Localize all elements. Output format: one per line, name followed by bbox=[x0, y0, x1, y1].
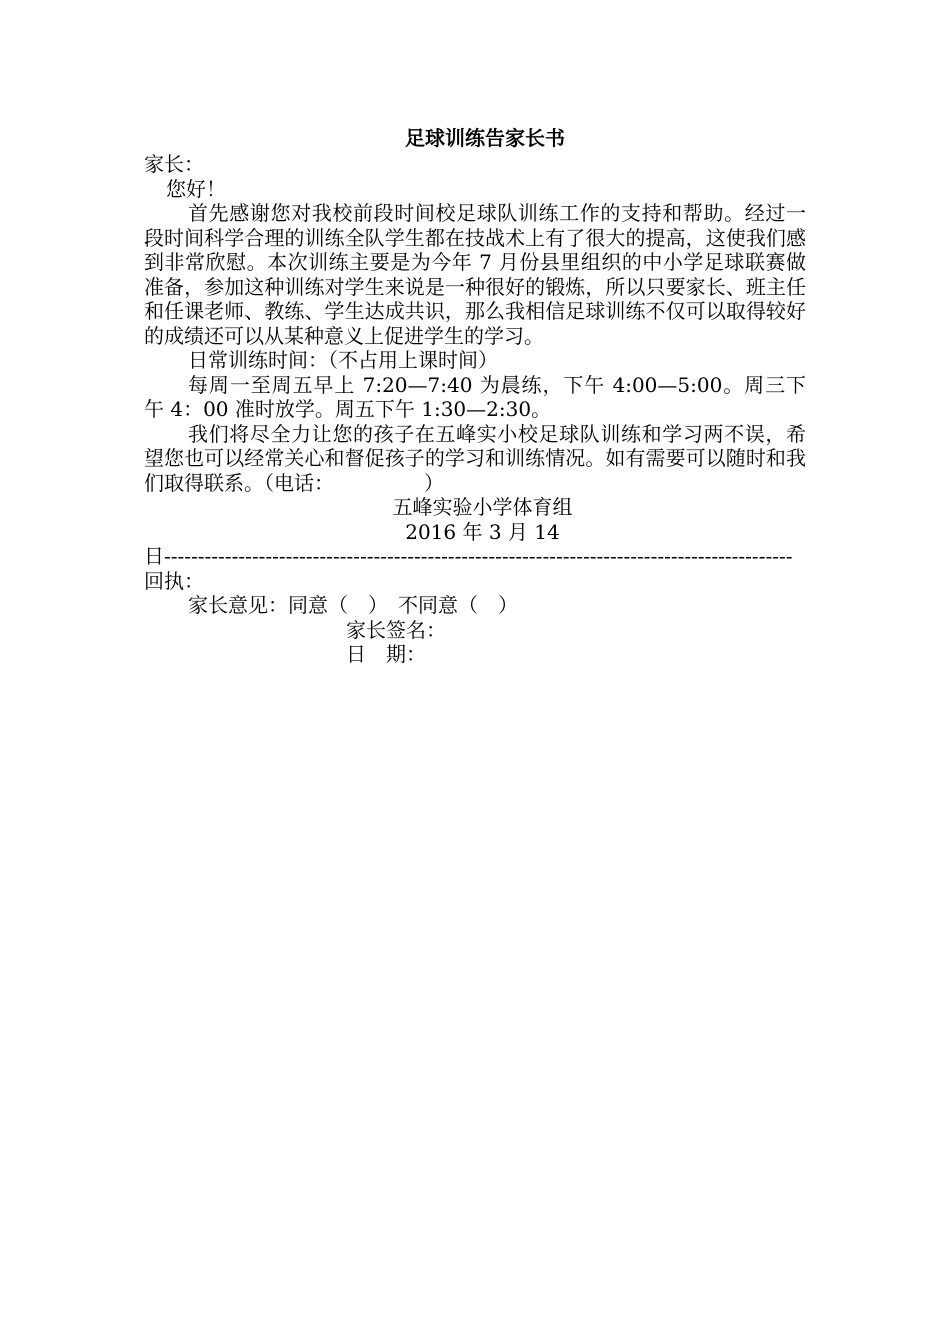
signature-org: 五峰实验小学体育组 bbox=[392, 495, 573, 519]
schedule-heading: 日常训练时间：（不占用上课时间） bbox=[188, 348, 498, 372]
date-field: 日 期： bbox=[346, 642, 426, 666]
paragraph-contact: 我们将尽全力让您的孩子在五峰实小校足球队训练和学习两不误，希望您也可以经常关心和督促孩子的学习和训练情况。如有需要可以随时和我们取得联系。（电话： ） bbox=[144, 421, 806, 495]
paragraph-thanks: 首先感谢您对我校前段时间校足球队训练工作的支持和帮助。经过一段时间科学合理的训练全队学生都在技战术上有了很大的提高，这使我们感到非常欣慰。本次训练主要是为今年 7 月份县里组织的中小学足球联赛做准备，参加这种训练对学生来说是一种很好的锻炼，所以只要家长、班主任和任课老师、教练、学生达成共识，那么我相信足球训练不仅可以取得较好的成绩还可以从某种意义上促进学生的学习。 bbox=[144, 201, 806, 348]
greeting: 您好！ bbox=[166, 176, 226, 201]
signature-date: 2016 年 3 月 14 bbox=[405, 519, 560, 544]
salutation: 家长： bbox=[144, 152, 204, 176]
cut-line: 日--------------------------------------------------------------------------------------------- bbox=[144, 544, 793, 568]
letter-title: 足球训练告家长书 bbox=[405, 126, 565, 150]
parent-opinion: 家长意见：同意（ ） 不同意（ ） bbox=[188, 593, 518, 617]
reply-label: 回执： bbox=[144, 568, 204, 593]
parent-signature: 家长签名： bbox=[346, 617, 446, 642]
letter-body bbox=[144, 124, 806, 667]
schedule-detail: 每周一至周五早上 7:20—7:40 为晨练，下午 4:00—5:00。周三下午 4：00 准时放学。周五下午 1:30—2:30。 bbox=[144, 372, 806, 421]
